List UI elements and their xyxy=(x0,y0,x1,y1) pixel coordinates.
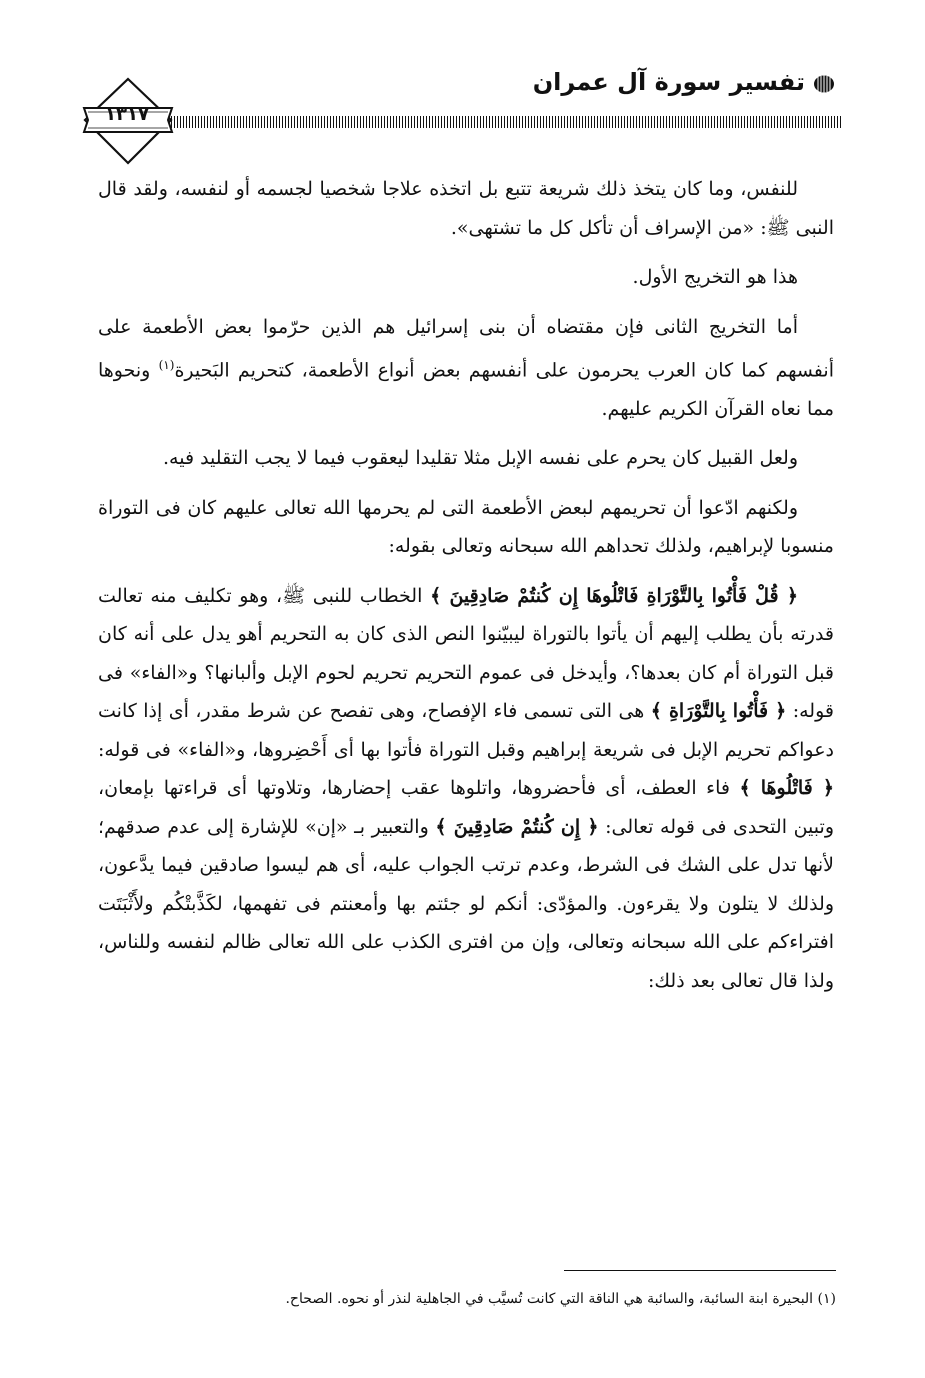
text-run: للنفس، وما كان يتخذ ذلك شريعة تتبع بل اتخذه علاجا شخصيا لجسمه أو لنفسه، ولقد قال النبى ﷺ: «من الإسراف أن تأكل كل ما تشتهى». xyxy=(98,178,834,239)
running-title: تفسير سورة آل عمران xyxy=(532,68,805,96)
quran-verse: ﴿ قُلْ فَأْتُوا بِالتَّوْرَاةِ فَاتْلُوهَا إِن كُنتُمْ صَادِقِينَ ﴾ xyxy=(430,584,799,607)
footnote-separator xyxy=(564,1270,836,1271)
text-run: ونحوها مما نعاه القرآن الكريم عليهم. xyxy=(98,359,834,420)
paragraph xyxy=(98,439,834,478)
text-run: والتعبير بـ «إن» للإشارة إلى عدم صدقهم؛ لأنها تدل على الشك فى الشرط، وعدم ترتب الجواب عليه، أى هم ليسوا صادقين فيما يدَّعون، ولذلك لا يتلون ولا يقرءون. والمؤدّى: أنكم لو جئتم بها وأمعنتم فى تفهمها، لكَذَّبتْكُم ولأَثْبَتَت افتراءكم على الله سبحانه وتعالى، وإن من افترى الكذب على الله تعالى ظالم لنفسه وللناس، ولذا قال تعالى بعد ذلك: xyxy=(98,815,835,992)
text-run: الخطاب للنبى ﷺ، وهو تكليف منه تعالت قدرته بأن يطلب إليهم أن يأتوا بالتوراة ليبيّنوا النص الذى كان به التحريم أهو يدل على أنه كان قبل التوراة أم كان بعدها؟، وأيدخل فى عموم التحريم تحريم لحوم الإبل وألبانها؟ و«الفاء» فى قوله: xyxy=(98,584,834,723)
flower-ornament-icon xyxy=(813,74,835,94)
paragraph xyxy=(98,489,834,566)
paragraph xyxy=(98,308,834,429)
quran-verse: ﴿ إِن كُنتُمْ صَادِقِينَ ﴾ xyxy=(435,815,599,838)
body-text xyxy=(98,170,834,1011)
text-run: هذا هو التخريج الأول. xyxy=(632,266,798,288)
footnote: (١) البحيرة ابنة السائبة، والسائبة هي الناقة التي كانت تُسيَّب في الجاهلية لنذر أو نحوه. الصحاح. xyxy=(285,1291,836,1307)
header-rule xyxy=(168,116,843,128)
page-number: ١٣١٧ xyxy=(105,104,149,125)
text-run: ولكنهم ادّعوا أن تحريمهم لبعض الأطعمة التى لم يحرمها الله تعالى عليهم كان فى التوراة منسوبا لإبراهيم، ولذلك تحداهم الله سبحانه وتعالى بقوله: xyxy=(98,496,834,558)
paragraph xyxy=(98,258,834,297)
text-run: فاء العطف، أى فأحضروها، واتلوها عقب إحضارها، وتلاوتها أى قراءتها بإمعان، وتبين التحدى فى قوله تعالى: xyxy=(98,777,834,838)
paragraph xyxy=(98,170,834,247)
text-run: أما التخريج الثانى فإن مقتضاه أن بنى إسرائيل هم الذين حرّموا بعض الأطعمة على أنفسهم كما كان العرب يحرمون على أنفسهم بعض أنواع الأطعمة، كتحريم البَحيرة xyxy=(98,315,834,382)
paragraph xyxy=(98,577,834,1001)
text-run: هى التى تسمى فاء الإفصاح، وهى تفصح عن شرط مقدر، أى إذا كانت دعواكم تحريم الإبل فى شريعة إبراهيم وقبل التوراة فأتوا بها أى أَحْضِروها، و«الفاء» فى قوله: xyxy=(98,700,834,761)
quran-verse: ﴿ فَاتْلُوهَا ﴾ xyxy=(739,777,834,800)
footnote-ref: (١) xyxy=(158,358,175,372)
text-run: ولعل القبيل كان يحرم على نفسه الإبل مثلا تقليدا ليعقوب فيما لا يجب التقليد فيه. xyxy=(163,447,798,470)
quran-verse: ﴿ فَأْتُوا بِالتَّوْرَاةِ ﴾ xyxy=(650,700,787,723)
